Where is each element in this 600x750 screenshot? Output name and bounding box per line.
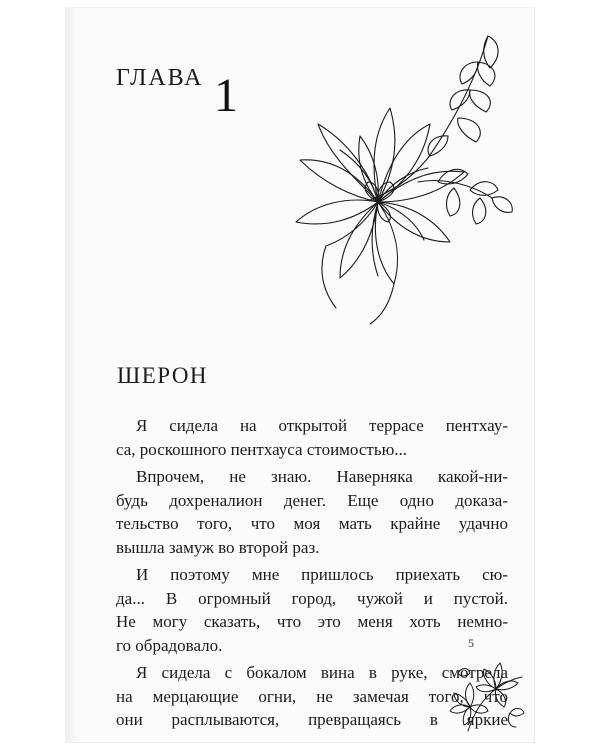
text-line: Не могу сказать, что это меня хоть немно- — [116, 612, 508, 631]
chapter-number: 1 — [214, 69, 238, 122]
text-line: они расплываются, превращаясь в яркие — [116, 710, 508, 729]
book-page — [66, 8, 534, 742]
text-line: Я сидела на открытой террасе пентхау- — [136, 416, 508, 435]
text-line: тельство того, что моя мать крайне удачно — [116, 514, 508, 533]
paragraph — [116, 465, 508, 559]
paragraph — [116, 414, 508, 461]
text-line: на мерцающие огни, не замечая того, что — [116, 686, 508, 706]
section-title: ШЕРОН — [117, 363, 209, 388]
text-line: го обрадовало. — [116, 635, 223, 655]
text-line: Впрочем, не знаю. Наверняка какой-ни- — [136, 467, 508, 486]
text-line: будь дохреналион денег. Еще одно доказа- — [116, 490, 508, 510]
small-flower-illustration — [438, 653, 528, 733]
text-line: И поэтому мне пришлось приехать сю- — [136, 565, 508, 584]
text-line: вышла замуж во второй раз. — [116, 537, 320, 557]
paragraph — [116, 563, 508, 657]
text-line: Я сидела с бокалом вина в руке, смотрела — [136, 663, 508, 682]
spine-shadow — [66, 8, 78, 742]
flower-illustration — [278, 32, 538, 332]
text-line: да... В огромный город, чужой и пустой. — [116, 588, 508, 608]
page-number: 5 — [468, 636, 474, 650]
chapter-label: ГЛАВА — [116, 65, 204, 91]
text-line: са, роскошного пентхауса стоимостью... — [116, 439, 408, 459]
